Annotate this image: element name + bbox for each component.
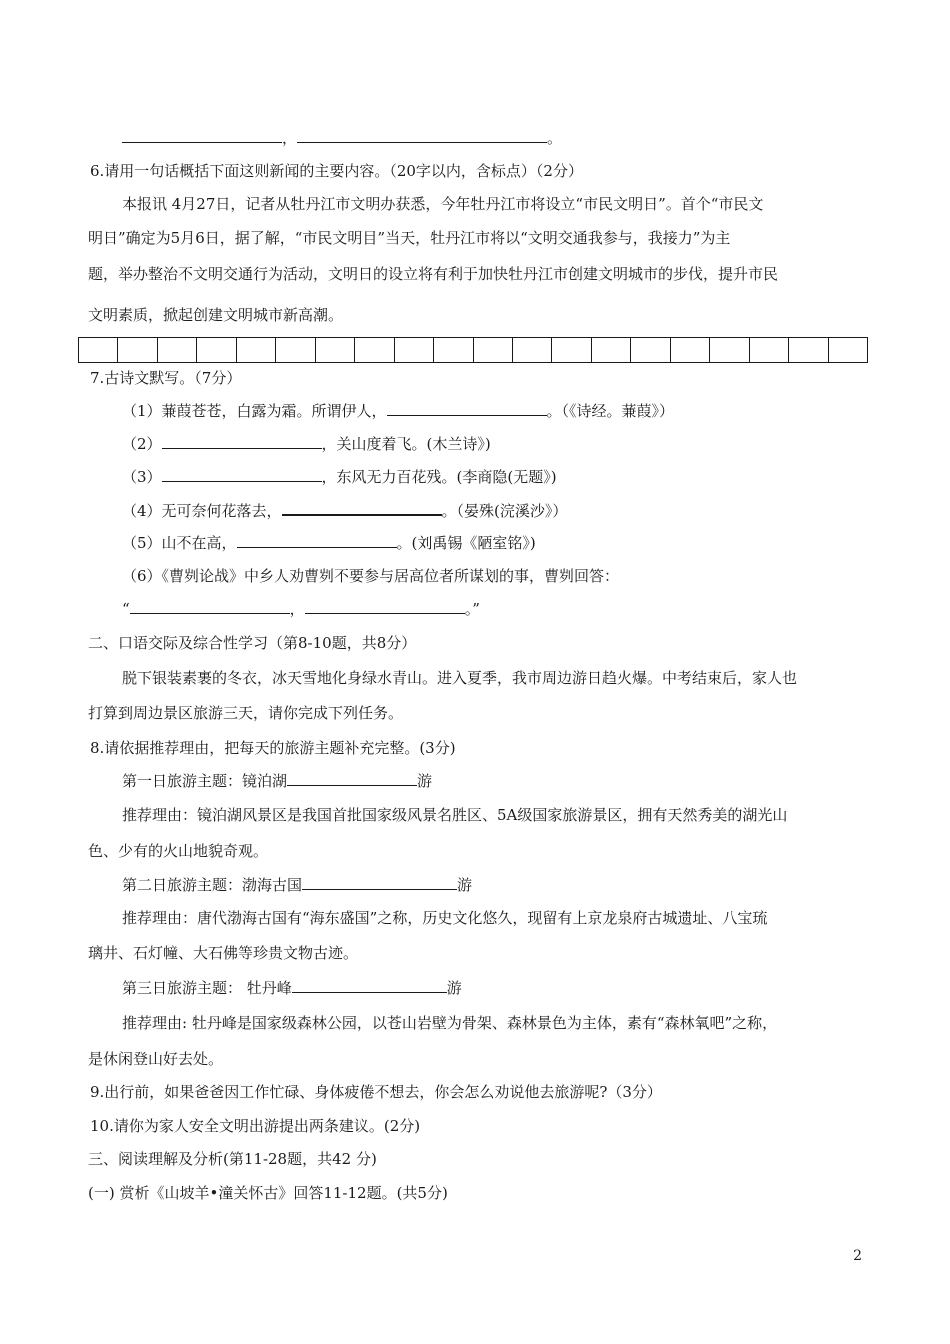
grid-cell[interactable] [276,338,315,362]
q7-item-1: （1）蒹葭苍苍，白露为霜。所谓伊人， 。（《诗经。蒹葭》） [122,402,675,420]
answer-blank[interactable] [162,434,322,449]
q8-day1-reason-1: 推荐理由：镜泊湖风景区是我国首批国家级风景名胜区、5A级国家旅游景区，拥有天然秀美的湖光山 [122,806,788,824]
q6-answer-grid[interactable] [78,337,868,363]
grid-cell[interactable] [355,338,394,362]
q6-news-p1: 本报讯 4月27日，记者从牡丹江市文明办获悉，今年牡丹江市将设立“市民文明日”。首个“市民文 [122,195,764,213]
q6-title: 6.请用一句话概括下面这则新闻的主要内容。（20字以内，含标点）（2分） [90,162,583,180]
grid-cell[interactable] [552,338,591,362]
q7-item-5: （5）山不在高， 。(刘禹锡《陋室铭》) [122,534,536,552]
grid-cell[interactable] [118,338,157,362]
answer-blank[interactable] [302,875,457,890]
grid-cell[interactable] [79,338,118,362]
grid-cell[interactable] [631,338,670,362]
grid-cell[interactable] [158,338,197,362]
answer-blank[interactable] [122,128,282,143]
q7-item-6: （6）《曹刿论战》中乡人劝曹刿不要参与居高位者所谋划的事，曹刿回答： [122,567,620,585]
answer-blank[interactable] [292,978,447,993]
q8-day1-reason-2: 色、少有的火山地貌奇观。 [88,842,269,860]
grid-cell[interactable] [829,338,867,362]
q7-item-2: （2） ，关山度着飞。(木兰诗》) [122,435,491,453]
q6-news-p2: 明日”确定为5月6日，据了解，“市民文明目”当天，牡丹江市将以“文明交通我参与，我接力”为主 [88,229,731,247]
grid-cell[interactable] [671,338,710,362]
grid-cell[interactable] [474,338,513,362]
q9-title: 9.出行前，如果爸爸因工作忙碌、身体疲倦不想去，你会怎么劝说他去旅游呢?（3分） [90,1083,662,1101]
q8-title: 8.请依据推荐理由，把每天的旅游主题补充完整。(3分) [90,739,456,757]
grid-cell[interactable] [750,338,789,362]
grid-cell[interactable] [789,338,828,362]
grid-cell[interactable] [710,338,749,362]
q8-day1: 第一日旅游主题：镜泊湖 游 [122,772,433,790]
answer-blank[interactable] [287,771,417,786]
section-2-title: 二、口语交际及综合性学习（第8-10题，共8分） [88,634,417,652]
q7-item-6-answer: “ ， 。” [122,600,480,618]
q8-day2-reason-1: 推荐理由：唐代渤海古国有“海东盛国”之称，历史文化悠久，现留有上京龙泉府古城遗址、八宝琉 [122,909,768,927]
answer-blank[interactable] [305,599,465,614]
q7-item-4: （4）无可奈何花落去， 。（晏殊(浣溪沙》） [122,502,568,520]
q6-news-p3: 题，举办整治不文明交通行为活动，文明日的设立将有利于加快牡丹江市创建文明城市的步伐，提升市民 [88,265,779,283]
grid-cell[interactable] [434,338,473,362]
q8-day2-reason-2: 璃井、石灯幢、大石佛等珍贵文物古迹。 [88,944,359,962]
q5-answer-line: ， 。 [122,128,562,148]
answer-blank[interactable] [297,128,547,143]
q8-day3-reason-1: 推荐理由: 牡丹峰是国家级森林公园，以苍山岩壁为骨架、森林景色为主体，素有“森林氧吧”之称， [122,1014,778,1032]
grid-cell[interactable] [316,338,355,362]
grid-cell[interactable] [513,338,552,362]
answer-blank[interactable] [237,533,397,548]
section-2-intro-p1: 脱下银装素裹的冬衣，冰天雪地化身绿水青山。进入夏季，我市周边游日趋火爆。中考结束后，家人也 [122,669,798,687]
answer-blank[interactable] [282,500,442,516]
q8-day3: 第三日旅游主题： 牡丹峰 游 [122,979,462,997]
section-2-intro-p2: 打算到周边景区旅游三天，请你完成下列任务。 [88,704,404,722]
section-3-title: 三、阅读理解及分析(第11-28题，共42 分) [88,1150,377,1168]
answer-blank[interactable] [387,401,547,416]
answer-blank[interactable] [162,467,322,482]
grid-cell[interactable] [197,338,236,362]
q6-news-p4: 文明素质，掀起创建文明城市新高潮。 [88,306,344,324]
q8-day2: 第二日旅游主题：渤海古国 游 [122,876,473,894]
section-3-part-1-title: (一) 赏析《山坡羊•潼关怀古》回答11-12题。(共5分) [88,1184,448,1202]
answer-blank[interactable] [130,599,290,614]
page-number: 2 [853,1248,862,1264]
grid-cell[interactable] [237,338,276,362]
grid-cell[interactable] [592,338,631,362]
q8-day3-reason-2: 是休闲登山好去处。 [88,1050,224,1068]
q7-title: 7.古诗文默写。（7分） [90,369,242,387]
q10-title: 10.请你为家人安全文明出游提出两条建议。(2分) [90,1117,421,1135]
q7-item-3: （3） ，东风无力百花残。(李商隐(无题》) [122,468,557,486]
grid-cell[interactable] [395,338,434,362]
